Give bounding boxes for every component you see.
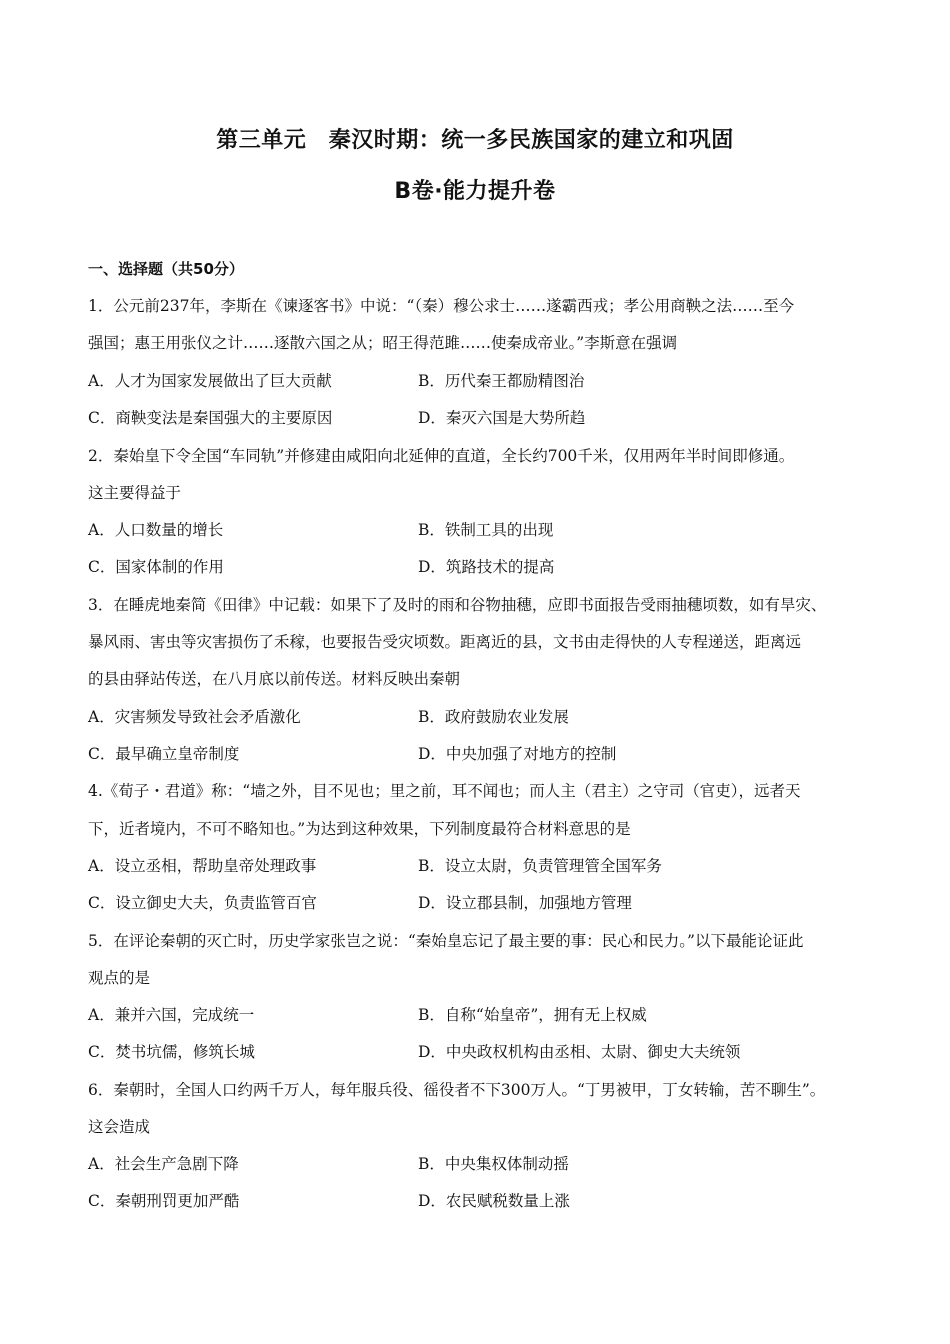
- option-b[interactable]: B．中央集权体制动摇: [418, 1155, 569, 1173]
- option-b[interactable]: B．设立太尉，负责管理管全国军务: [418, 857, 662, 875]
- option-d[interactable]: D．农民赋税数量上涨: [418, 1192, 570, 1210]
- option-c[interactable]: C．国家体制的作用: [88, 558, 224, 576]
- option-c[interactable]: C．秦朝刑罚更加严酷: [88, 1192, 240, 1210]
- option-d[interactable]: D．中央加强了对地方的控制: [418, 745, 617, 763]
- option-b[interactable]: B．政府鼓励农业发展: [418, 708, 569, 726]
- question-stem-line: 1．公元前237年，李斯在《谏逐客书》中说：“（秦）穆公求士……遂霸西戎；孝公用商鞅之法……至今: [88, 297, 795, 315]
- question-stem-line: 2．秦始皇下令全国“车同轨”并修建由咸阳向北延伸的直道，全长约700千米，仅用两年半时间即修通。: [88, 447, 795, 465]
- question-stem-line: 观点的是: [88, 969, 151, 987]
- question-stem-line: 这主要得益于: [88, 484, 182, 502]
- option-a[interactable]: A．社会生产急剧下降: [88, 1155, 239, 1173]
- option-c[interactable]: C．设立御史大夫，负责监管百官: [88, 894, 317, 912]
- question-stem-line: 4.《荀子・君道》称：“墙之外，目不见也；里之前，耳不闻也；而人主（君主）之守司（官吏），远者天: [88, 782, 801, 800]
- page-title: 第三单元 秦汉时期：统一多民族国家的建立和巩固: [216, 128, 734, 153]
- question-stem-line: 6．秦朝时，全国人口约两千万人，每年服兵役、徭役者不下300万人。“丁男被甲，丁女转输，苦不聊生”。: [88, 1081, 826, 1099]
- question-stem-line: 暴风雨、害虫等灾害损伤了禾稼，也要报告受灾顷数。距离近的县，文书由走得快的人专程递送，距离远: [88, 633, 802, 651]
- option-b[interactable]: B．铁制工具的出现: [418, 521, 554, 539]
- question-stem-line: 下，近者境内，不可不略知也。”为达到这种效果，下列制度最符合材料意思的是: [88, 820, 631, 838]
- section-heading: 一、选择题（共50分）: [88, 260, 244, 278]
- option-a[interactable]: A．灾害频发导致社会矛盾激化: [88, 708, 301, 726]
- option-b[interactable]: B．历代秦王都励精图治: [418, 372, 585, 390]
- option-c[interactable]: C．最早确立皇帝制度: [88, 745, 240, 763]
- option-d[interactable]: D．设立郡县制，加强地方管理: [418, 894, 632, 912]
- option-b[interactable]: B．自称“始皇帝”，拥有无上权威: [418, 1006, 647, 1024]
- option-a[interactable]: A．设立丞相，帮助皇帝处理政事: [88, 857, 317, 875]
- option-d[interactable]: D．筑路技术的提高: [418, 558, 555, 576]
- option-d[interactable]: D．秦灭六国是大势所趋: [418, 409, 586, 427]
- question-stem-line: 这会造成: [88, 1118, 151, 1136]
- page-subtitle: B卷·能力提升卷: [394, 179, 556, 204]
- question-stem-line: 的县由驿站传送，在八月底以前传送。材料反映出秦朝: [88, 670, 461, 688]
- option-d[interactable]: D．中央政权机构由丞相、太尉、御史大夫统领: [418, 1043, 741, 1061]
- option-a[interactable]: A．人口数量的增长: [88, 521, 224, 539]
- option-c[interactable]: C．商鞅变法是秦国强大的主要原因: [88, 409, 333, 427]
- question-stem-line: 5．在评论秦朝的灭亡时，历史学家张岂之说：“秦始皇忘记了最主要的事：民心和民力。”以下最能论证此: [88, 932, 804, 950]
- question-stem-line: 3．在睡虎地秦简《田律》中记载：如果下了及时的雨和谷物抽穗，应即书面报告受雨抽穗顷数，如有旱灾、: [88, 596, 827, 614]
- question-stem-line: 强国；惠王用张仪之计……逐散六国之从；昭王得范雎……使秦成帝业。”李斯意在强调: [88, 334, 678, 352]
- option-a[interactable]: A．人才为国家发展做出了巨大贡献: [88, 372, 332, 390]
- option-a[interactable]: A．兼并六国，完成统一: [88, 1006, 255, 1024]
- option-c[interactable]: C．焚书坑儒，修筑长城: [88, 1043, 255, 1061]
